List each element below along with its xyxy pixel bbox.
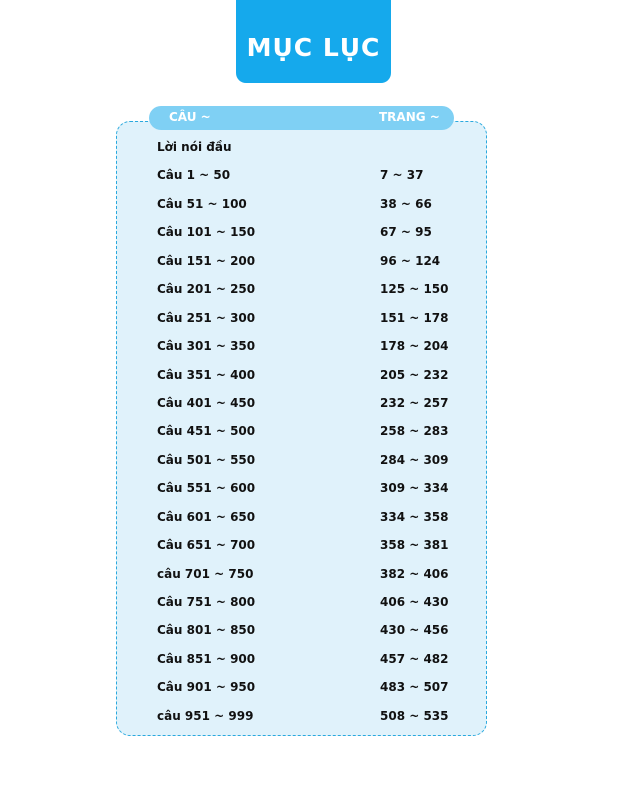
toc-row-pages: 284 ~ 309 [380,452,449,467]
toc-row-pages: 309 ~ 334 [380,481,449,496]
toc-row-question: Câu 351 ~ 400 [157,367,256,382]
toc-row[interactable] [157,531,477,559]
toc-row-question: Câu 851 ~ 900 [157,651,256,666]
toc-row-question: câu 951 ~ 999 [157,708,254,723]
toc-row-question: Câu 901 ~ 950 [157,680,256,695]
toc-row[interactable] [157,389,477,417]
toc-row[interactable] [157,304,477,332]
toc-row-pages: 205 ~ 232 [380,367,449,382]
header-cau: CÂU ~ [169,110,211,124]
header-trang: TRANG ~ [379,110,440,124]
toc-row-pages: 232 ~ 257 [380,395,449,410]
toc-row-question: Câu 801 ~ 850 [157,623,256,638]
toc-row-pages: 358 ~ 381 [380,538,449,553]
toc-row-pages: 382 ~ 406 [380,566,449,581]
toc-row-question: Câu 451 ~ 500 [157,424,256,439]
toc-row-question: Câu 601 ~ 650 [157,509,256,524]
toc-row[interactable] [157,417,477,445]
toc-row[interactable] [157,133,477,161]
toc-row-pages: 7 ~ 37 [380,168,424,183]
toc-row[interactable] [157,218,477,246]
toc-row-pages: 406 ~ 430 [380,595,449,609]
toc-row-question: Câu 751 ~ 800 [157,595,256,609]
toc-row-question: Lời nói đầu [157,140,232,154]
toc-row-pages: 430 ~ 456 [380,623,449,638]
toc-row-question: câu 701 ~ 750 [157,566,254,581]
toc-row-question: Câu 101 ~ 150 [157,225,256,240]
toc-row-question: Câu 1 ~ 50 [157,168,231,183]
toc-row[interactable] [157,446,477,474]
toc-row-pages: 508 ~ 535 [380,708,449,723]
toc-row[interactable] [157,474,477,502]
toc-row[interactable] [157,503,477,531]
toc-row-pages: 38 ~ 66 [380,196,432,211]
toc-row[interactable] [157,645,477,673]
toc-row-pages: 67 ~ 95 [380,225,432,240]
toc-row-pages: 258 ~ 283 [380,424,449,439]
toc-row-question: Câu 551 ~ 600 [157,481,256,496]
toc-row-pages: 151 ~ 178 [380,310,449,325]
toc-row-pages: 483 ~ 507 [380,680,449,695]
toc-row-pages: 457 ~ 482 [380,651,449,666]
title-banner [236,0,391,83]
toc-row[interactable] [157,161,477,189]
toc-row-pages: 96 ~ 124 [380,253,441,268]
toc-row[interactable] [157,190,477,218]
toc-list [157,133,477,730]
toc-row-question: Câu 151 ~ 200 [157,253,256,268]
toc-row-pages: 334 ~ 358 [380,509,449,524]
toc-row[interactable] [157,361,477,389]
toc-row-question: Câu 651 ~ 700 [157,538,256,553]
toc-row-question: Câu 501 ~ 550 [157,452,256,467]
toc-row-question: Câu 301 ~ 350 [157,339,256,354]
toc-row-question: Câu 201 ~ 250 [157,282,256,297]
toc-row-question: Câu 401 ~ 450 [157,395,256,410]
toc-row[interactable] [157,702,477,730]
toc-row[interactable] [157,616,477,644]
toc-header [149,106,454,130]
toc-row-question: Câu 251 ~ 300 [157,310,256,325]
toc-row[interactable] [157,332,477,360]
toc-row[interactable] [157,560,477,588]
toc-row[interactable] [157,673,477,701]
toc-row-pages: 178 ~ 204 [380,339,449,354]
toc-row[interactable] [157,247,477,275]
page-title: MỤC LỤC [246,33,381,62]
toc-row[interactable] [157,275,477,303]
toc-row-pages: 125 ~ 150 [380,282,449,297]
toc-row[interactable] [157,588,477,616]
toc-row-question: Câu 51 ~ 100 [157,196,247,211]
